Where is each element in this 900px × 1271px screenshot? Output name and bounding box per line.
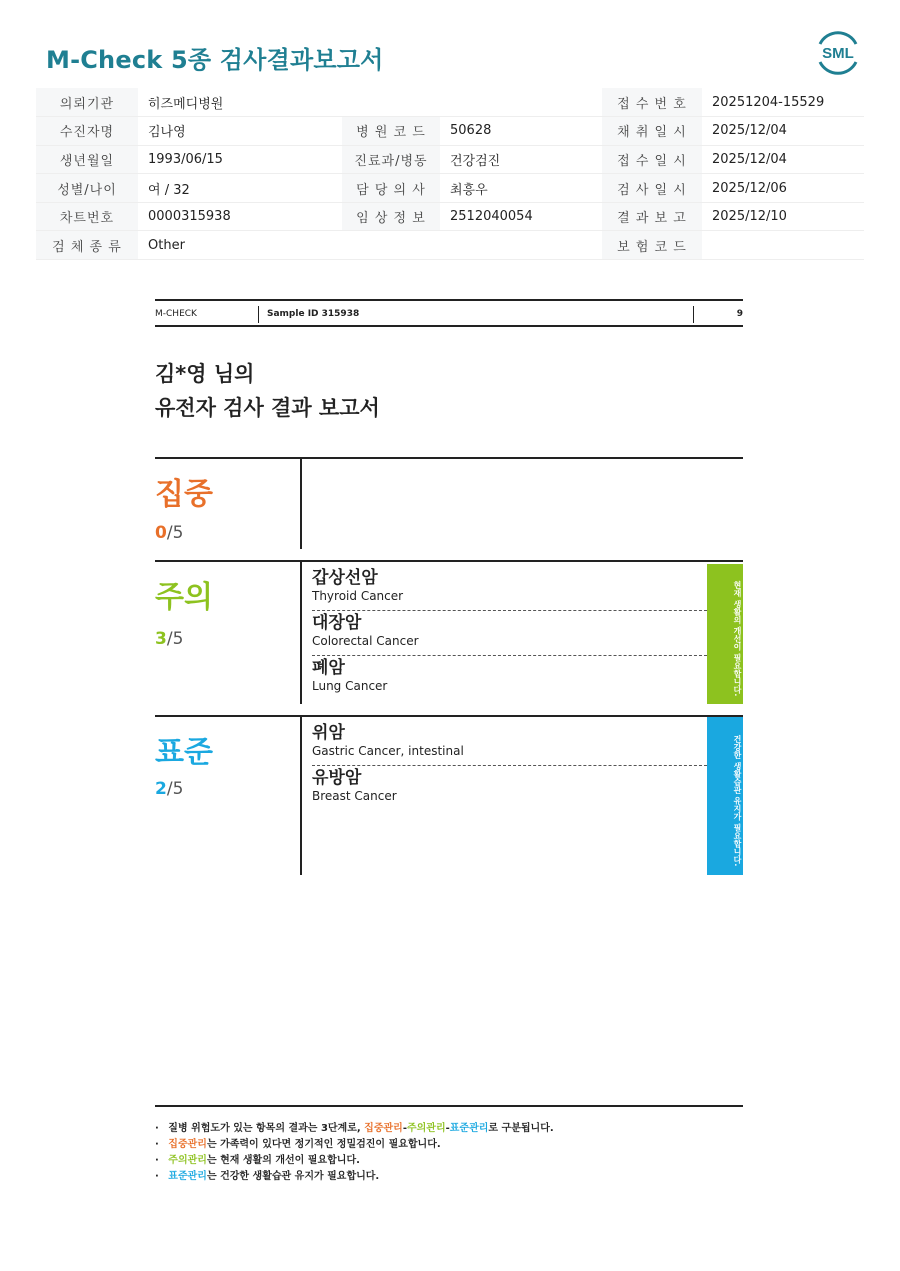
cancer-name-en: Lung Cancer xyxy=(312,679,388,693)
report-sheet xyxy=(155,299,743,867)
cancer-name-ko: 위암 xyxy=(312,723,345,743)
sheet-brand: M-CHECK xyxy=(155,309,197,319)
footnote-3: · 주의관리는 현재 생활의 개선이 필요합니다. xyxy=(155,1153,743,1169)
info-value: 1993/06/15 xyxy=(138,145,342,174)
info-row xyxy=(36,88,864,117)
info-label: 진료과/병동 xyxy=(342,145,440,174)
cancer-name-ko: 유방암 xyxy=(312,768,362,788)
risk-section-focus xyxy=(155,457,743,547)
info-value: 2512040054 xyxy=(440,202,602,231)
info-value: 50628 xyxy=(440,117,602,146)
cancer-name-ko: 폐암 xyxy=(312,658,345,678)
risk-section-caution xyxy=(155,560,743,702)
info-value: 2025/12/04 xyxy=(702,145,864,174)
info-label: 수진자명 xyxy=(36,117,138,146)
info-value: 2025/12/06 xyxy=(702,174,864,203)
risk-count: 0/5 xyxy=(155,523,184,543)
cancer-item xyxy=(312,611,707,656)
info-value: 2025/12/04 xyxy=(702,117,864,146)
info-label: 보 험 코 드 xyxy=(602,231,702,260)
footnote-2: · 집중관리는 가족력이 있다면 정기적인 정밀검진이 필요합니다. xyxy=(155,1137,743,1153)
cancer-item xyxy=(312,721,707,766)
info-label: 접 수 일 시 xyxy=(602,145,702,174)
info-label: 병 원 코 드 xyxy=(342,117,440,146)
cancer-name-en: Thyroid Cancer xyxy=(312,589,404,603)
report-headline xyxy=(155,357,380,425)
page-number: 9 xyxy=(736,309,743,319)
info-row xyxy=(36,174,864,203)
info-row xyxy=(36,145,864,174)
footnotes xyxy=(155,1105,743,1185)
report-title: M-Check 5종 검사결과보고서 xyxy=(46,46,384,74)
risk-level-label: 표준 xyxy=(155,735,213,770)
cancer-name-en: Breast Cancer xyxy=(312,789,397,803)
sample-id: Sample ID 315938 xyxy=(267,309,360,319)
risk-count: 3/5 xyxy=(155,629,184,649)
cancer-name-en: Colorectal Cancer xyxy=(312,634,419,648)
cancer-item xyxy=(312,656,707,701)
info-value xyxy=(702,231,864,260)
info-value: 김나영 xyxy=(138,117,342,146)
info-value xyxy=(440,88,602,117)
footnote-1: · 질병 위험도가 있는 항목의 결과는 3단계로, 집중관리-주의관리-표준관리로 구분됩니다. xyxy=(155,1121,743,1137)
info-value: 여 / 32 xyxy=(138,174,342,203)
info-label: 검 체 종 류 xyxy=(36,231,138,260)
risk-level-label: 집중 xyxy=(155,477,213,512)
info-value: 0000315938 xyxy=(138,202,342,231)
info-label xyxy=(342,88,440,117)
sheet-header xyxy=(155,299,743,327)
info-value: 20251204-15529 xyxy=(702,88,864,117)
info-value: 2025/12/10 xyxy=(702,202,864,231)
info-value: 최흥우 xyxy=(440,174,602,203)
sml-logo xyxy=(812,30,864,76)
info-label: 임 상 정 보 xyxy=(342,202,440,231)
cancer-item xyxy=(312,766,707,811)
info-label xyxy=(342,231,440,260)
info-value: 건강검진 xyxy=(440,145,602,174)
info-row xyxy=(36,231,864,260)
info-label: 채 취 일 시 xyxy=(602,117,702,146)
info-label: 접 수 번 호 xyxy=(602,88,702,117)
info-label: 차트번호 xyxy=(36,202,138,231)
sml-logo-text: SML xyxy=(822,45,854,62)
risk-count: 2/5 xyxy=(155,779,184,799)
info-row xyxy=(36,117,864,146)
headline-name: 김*영 님의 xyxy=(155,362,255,386)
info-value: 히즈메디병원 xyxy=(138,88,342,117)
risk-section-standard xyxy=(155,715,743,873)
cancer-name-en: Gastric Cancer, intestinal xyxy=(312,744,464,758)
cancer-name-ko: 갑상선암 xyxy=(312,568,378,588)
info-label: 의뢰기관 xyxy=(36,88,138,117)
patient-info-table xyxy=(36,88,864,260)
info-label: 담 당 의 사 xyxy=(342,174,440,203)
side-advice-bar: 현재 생활의 개선이 필요합니다. xyxy=(707,564,743,704)
risk-level-label: 주의 xyxy=(155,580,213,615)
side-advice-bar: 건강한 생활습관 유지가 필요합니다. xyxy=(707,717,743,875)
info-label: 결 과 보 고 xyxy=(602,202,702,231)
headline-subtitle: 유전자 검사 결과 보고서 xyxy=(155,396,380,420)
cancer-item xyxy=(312,566,707,611)
info-label: 검 사 일 시 xyxy=(602,174,702,203)
info-label: 생년월일 xyxy=(36,145,138,174)
info-label: 성별/나이 xyxy=(36,174,138,203)
info-row xyxy=(36,202,864,231)
cancer-name-ko: 대장암 xyxy=(312,613,362,633)
footnote-4: · 표준관리는 건강한 생활습관 유지가 필요합니다. xyxy=(155,1169,743,1185)
info-value xyxy=(440,231,602,260)
info-value: Other xyxy=(138,231,342,260)
